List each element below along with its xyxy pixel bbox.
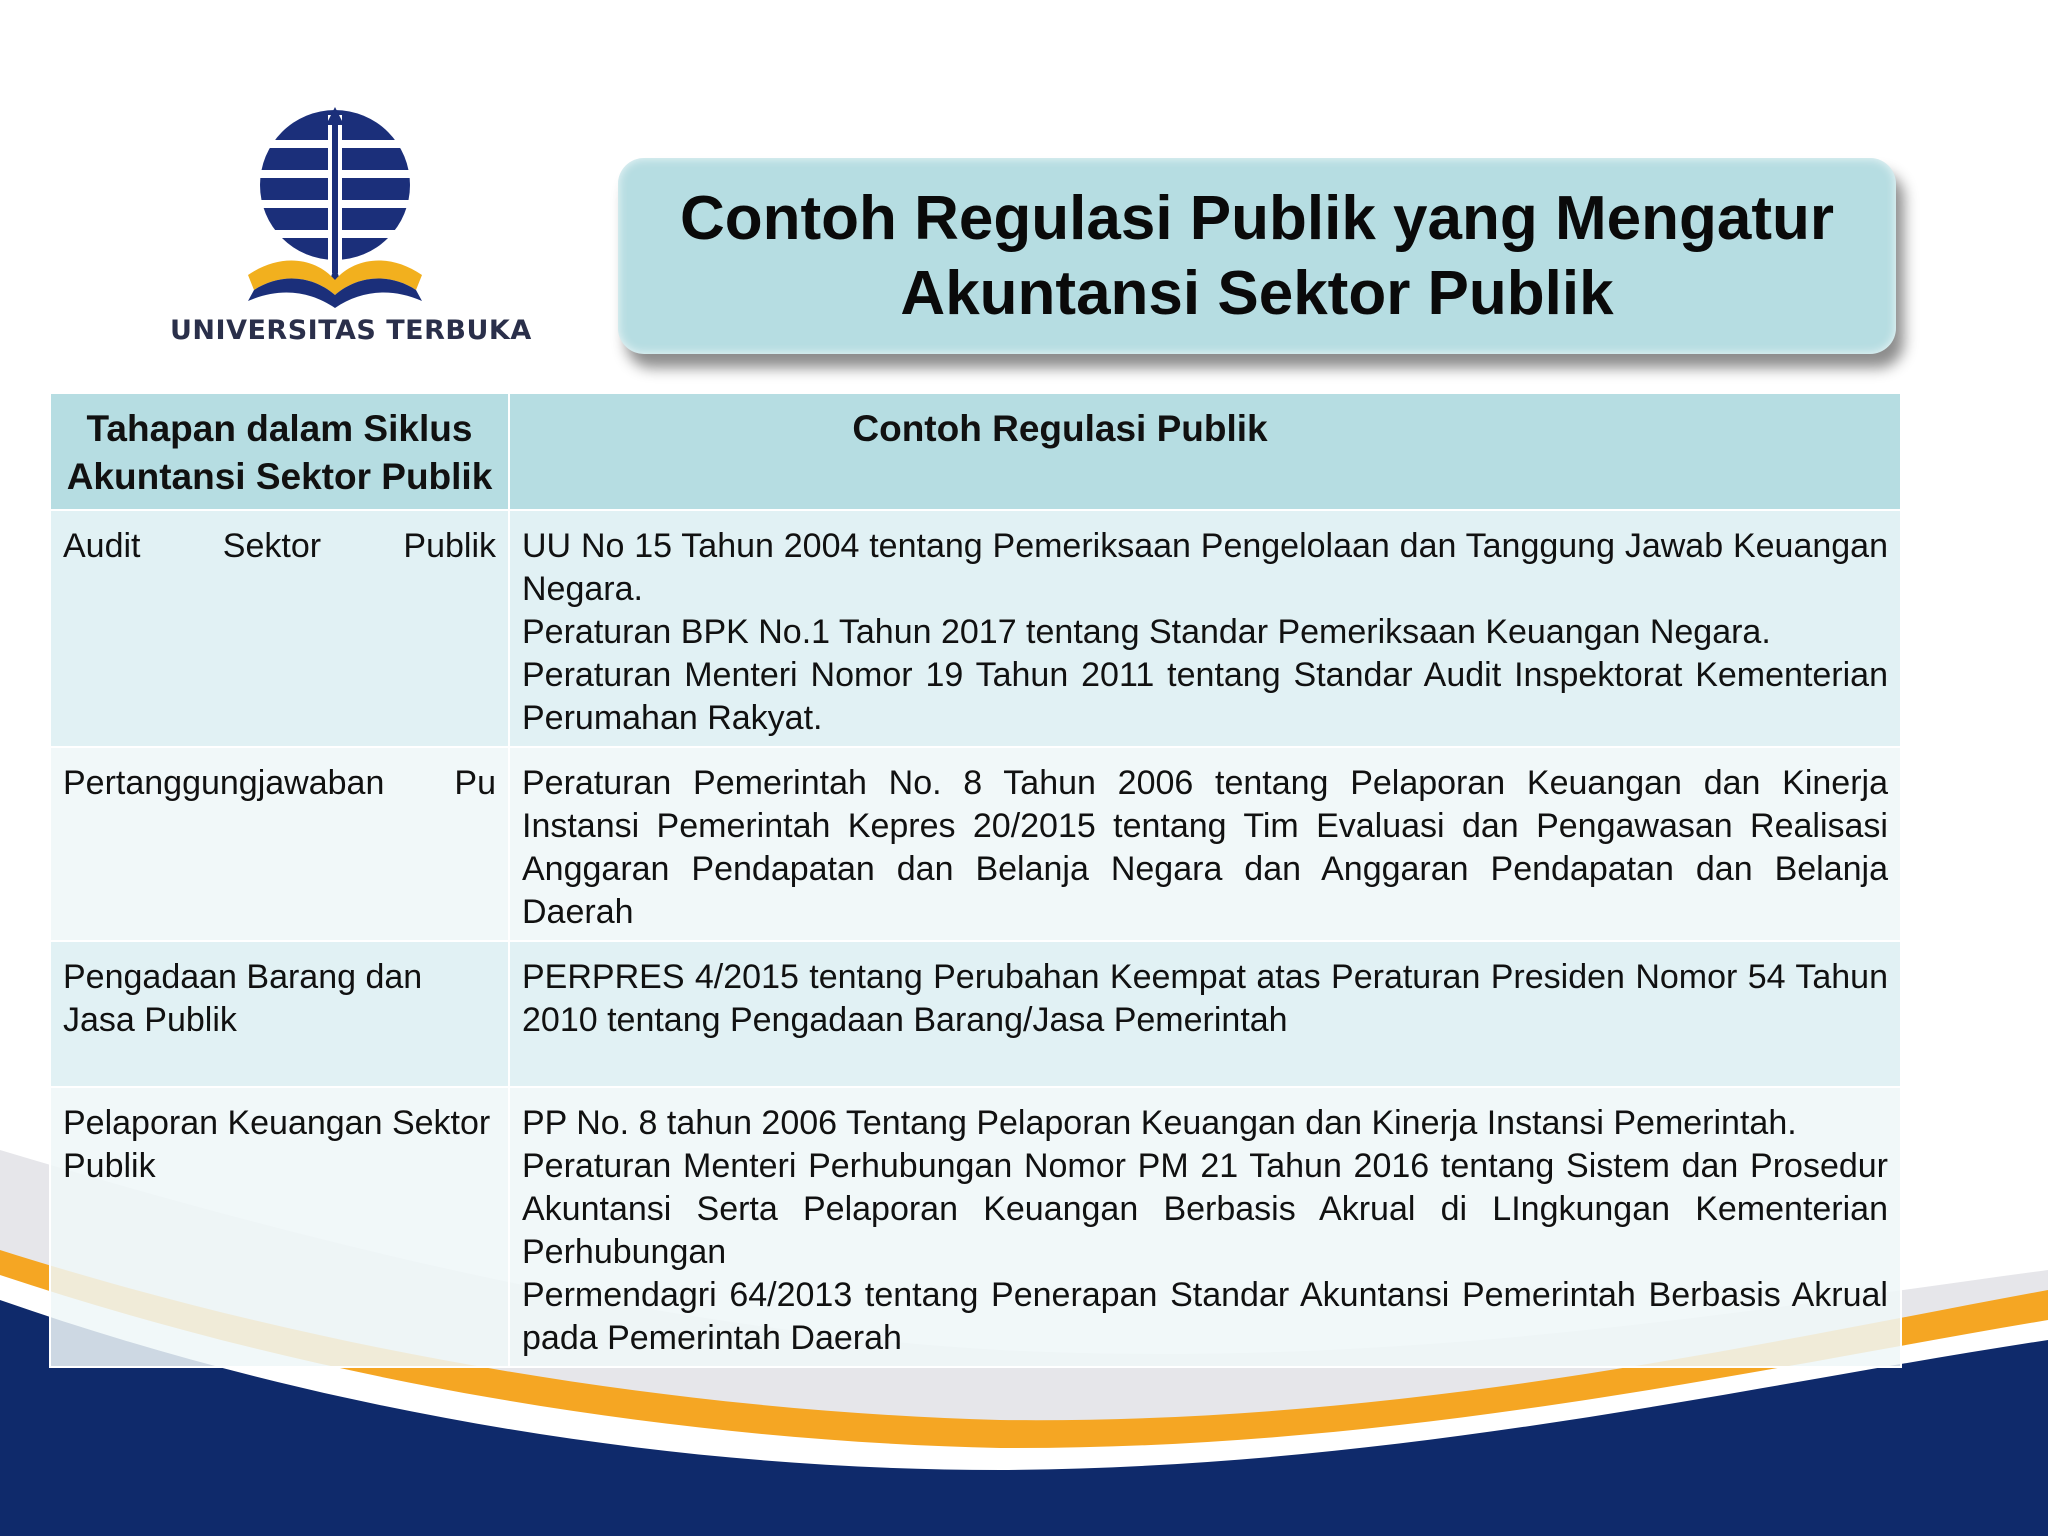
regulation-cell — [509, 747, 1901, 941]
university-emblem-icon — [240, 105, 430, 310]
stage-cell: Audit Sektor Publik — [50, 510, 509, 747]
regulation-item: Peraturan Menteri Perhubungan Nomor PM 21 Tahun 2016 tentang Sistem dan Prosedur Akuntansi Serta Pelaporan Keuangan Berbasis Akrual di LIngkungan Kementerian Perhubungan — [522, 1147, 1888, 1271]
regulation-cell — [509, 510, 1901, 747]
title-box — [618, 158, 1896, 354]
page-title: Contoh Regulasi Publik yang Mengatur Akuntansi Sektor Publik — [680, 184, 1834, 328]
regulation-cell — [509, 941, 1901, 1087]
regulation-item: Permendagri 64/2013 tentang Penerapan Standar Akuntansi Pemerintah Berbasis Akrual pada Pemerintah Daerah — [522, 1276, 1888, 1357]
university-logo — [170, 105, 532, 355]
regulation-table — [49, 392, 1902, 1368]
table-row — [50, 1087, 1901, 1367]
table-header-row — [50, 393, 1901, 510]
regulation-item: Peraturan BPK No.1 Tahun 2017 tentang Standar Pemeriksaan Keuangan Negara. — [522, 613, 1771, 651]
stage-cell: Pengadaan Barang dan Jasa Publik — [50, 941, 509, 1087]
table-row — [50, 510, 1901, 747]
table-row — [50, 941, 1901, 1087]
regulation-item: Peraturan Menteri Nomor 19 Tahun 2011 tentang Standar Audit Inspektorat Kementerian Perumahan Rakyat. — [522, 656, 1888, 737]
stage-cell: Pertanggungjawaban Pu — [50, 747, 509, 941]
header-stage: Tahapan dalam Siklus Akuntansi Sektor Publik — [50, 393, 509, 510]
header-regulation: Contoh Regulasi Publik — [509, 393, 1901, 510]
regulation-cell — [509, 1087, 1901, 1367]
regulation-item: PP No. 8 tahun 2006 Tentang Pelaporan Keuangan dan Kinerja Instansi Pemerintah. — [522, 1104, 1797, 1142]
regulation-item: Peraturan Pemerintah No. 8 Tahun 2006 tentang Pelaporan Keuangan dan Kinerja Instansi Pemerintah Kepres 20/2015 tentang Tim Evaluasi dan Pengawasan Realisasi Anggaran Pendapatan dan Belanja Negara dan Anggaran Pendapatan dan Belanja Daerah — [522, 764, 1888, 931]
table-row — [50, 747, 1901, 941]
regulation-item: PERPRES 4/2015 tentang Perubahan Keempat atas Peraturan Presiden Nomor 54 Tahun 2010 tentang Pengadaan Barang/Jasa Pemerintah — [522, 958, 1888, 1039]
university-name: UNIVERSITAS TERBUKA — [170, 315, 532, 346]
regulation-item: UU No 15 Tahun 2004 tentang Pemeriksaan Pengelolaan dan Tanggung Jawab Keuangan Negara. — [522, 527, 1888, 608]
stage-cell: Pelaporan Keuangan Sektor Publik — [50, 1087, 509, 1367]
